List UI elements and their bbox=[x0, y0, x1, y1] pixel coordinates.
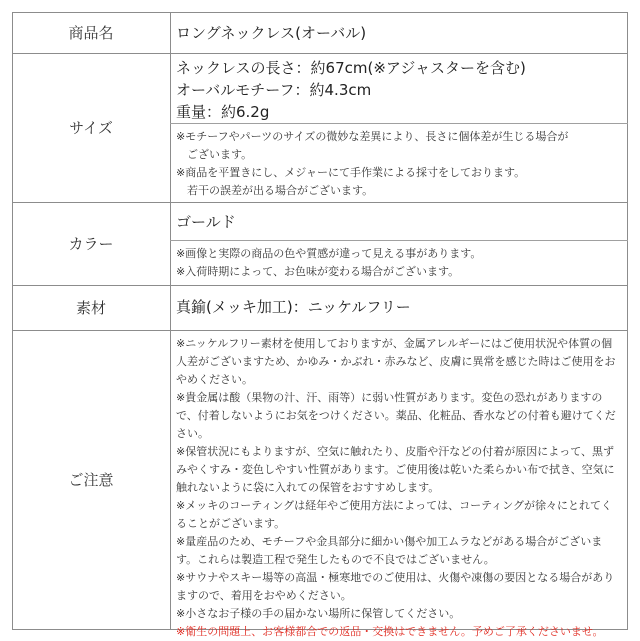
note-line: ※保管状況にもよりますが、空気に触れたり、皮脂や汗などの付着が原因によって、黒ず bbox=[176, 445, 614, 458]
column-divider bbox=[170, 12, 171, 630]
size-notes bbox=[176, 128, 568, 200]
note-line: ※貴金属は酸（果物の汁、汗、雨等）に弱い性質があります。変色の恐れがありますの bbox=[176, 391, 603, 404]
material-value: 真鍮(メッキ加工)：ニッケルフリー bbox=[176, 298, 411, 316]
note-line: みやくすみ・変色しやすい性質があります。ご使用後は乾いた柔らかい布で拭き、空気に bbox=[176, 463, 615, 476]
note-line: ※サウナやスキー場等の高温・極寒地でのご使用は、火傷や凍傷の要因となる場合があり bbox=[176, 571, 615, 584]
note-line: ※商品を平置きにし、メジャーにて手作業による採寸をしております。 bbox=[176, 166, 526, 179]
label-size: サイズ bbox=[69, 119, 113, 137]
no-return-warning: ※衛生の問題上、お客様都合での返品・交換はできません。予めご了承くださいませ。 bbox=[176, 625, 604, 638]
note-line: ございます。 bbox=[176, 148, 253, 161]
note-line: ※量産品のため、モチーフや金具部分に細かい傷や加工ムラなどがある場合がございま bbox=[176, 535, 603, 548]
cell-inner-divider bbox=[170, 123, 628, 124]
oval-motif-size: オーバルモチーフ：約4.3cm bbox=[176, 81, 372, 99]
note-line: 触れないように袋に入れての保管をおすすめします。 bbox=[176, 481, 440, 494]
note-line: ※ニッケルフリー素材を使用しておりますが、金属アレルギーにはご使用状況や体質の個 bbox=[176, 337, 613, 350]
product-spec-table bbox=[12, 12, 628, 638]
color-notes bbox=[176, 245, 481, 281]
note-line: で、付着しないようにお気をつけください。薬品、化粧品、香水などの付着も避けてくだ bbox=[176, 409, 616, 422]
label-product-name: 商品名 bbox=[68, 24, 114, 42]
note-line: ※モチーフやパーツのサイズの微妙な差異により、長さに個体差が生じる場合が bbox=[176, 130, 569, 143]
size-spec-lines bbox=[176, 57, 526, 123]
note-line: ※入荷時期によって、お色味が変わる場合がございます。 bbox=[176, 265, 460, 278]
cell-inner-divider bbox=[170, 240, 628, 241]
note-line: やめください。 bbox=[176, 373, 253, 386]
weight: 重量：約6.2g bbox=[176, 103, 270, 121]
product-name-value: ロングネックレス(オーバル) bbox=[176, 24, 367, 42]
label-material: 素材 bbox=[75, 299, 106, 317]
note-line: す。これらは製造工程で発生したもので不良ではございません。 bbox=[176, 553, 495, 566]
table-border-right bbox=[627, 12, 628, 630]
note-line: ることがございます。 bbox=[176, 517, 286, 530]
note-line: 人差がございますため、かゆみ・かぶれ・赤みなど、皮膚に異常を感じた時はご使用をお bbox=[176, 355, 616, 368]
necklace-length: ネックレスの長さ：約67cm(※アジャスターを含む) bbox=[176, 59, 526, 77]
note-line: ※メッキのコーティングは経年やご使用方法によっては、コーティングが徐々にとれてく bbox=[176, 499, 613, 512]
note-line: ※小さなお子様の手の届かない場所に保管してください。 bbox=[176, 607, 461, 620]
note-line: 若干の誤差が出る場合がございます。 bbox=[176, 184, 374, 197]
label-color: カラー bbox=[68, 235, 114, 253]
color-value: ゴールド bbox=[176, 213, 236, 231]
caution-notes bbox=[176, 335, 616, 641]
label-caution: ご注意 bbox=[68, 471, 114, 489]
note-line: ※画像と実際の商品の色や質感が違って見える事があります。 bbox=[176, 247, 482, 260]
note-line: さい。 bbox=[176, 427, 209, 440]
note-line: ますので、着用をおやめください。 bbox=[176, 589, 352, 602]
